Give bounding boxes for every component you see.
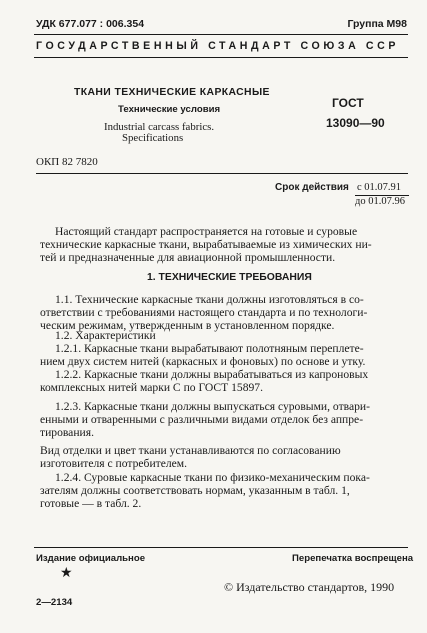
validity-to: до 01.07.96 — [355, 196, 405, 207]
clause-line: ческим режимам, утвержденным в установленном порядке. — [40, 319, 335, 333]
udk-code: УДК 677.077 : 006.354 — [36, 18, 145, 30]
clause-line: 1.2.3. Каркасные ткани должны выпускаться суровыми, отвари- — [55, 400, 370, 413]
clause-line: 1.2.1. Каркасные ткани вырабатывают полотняным переплете- — [55, 342, 364, 355]
footer-rule — [34, 547, 408, 548]
clause-line: 1.2.4. Суровые каркасные ткани по физико-механическим пока- — [55, 471, 370, 484]
intro-line: тей и предназначенные для авиационной промышленности. — [40, 251, 336, 265]
clause-1-2-2-cont — [40, 381, 396, 394]
clause-line: изготовителя с потребителем. — [40, 457, 188, 471]
validity-rule — [36, 173, 408, 174]
group-code: Группа М98 — [347, 18, 407, 30]
copyright-note: © Издательство стандартов, 1990 — [224, 580, 395, 594]
clause-line: 1.2.2. Каркасные ткани должны вырабатываться из капроновых — [55, 368, 369, 381]
subtitle-english: Specifications — [122, 132, 184, 144]
document-subtitle: Технические условия — [118, 104, 221, 115]
clause-1-1 — [55, 293, 396, 306]
print-code: 2—2134 — [36, 597, 73, 608]
clause-1-2 — [55, 329, 396, 342]
clause-line: готовые — в табл. 2. — [40, 497, 142, 511]
clause-line: Вид отделки и цвет ткани устанавливаются по согласованию — [40, 444, 341, 457]
title-english: Industrial carcass fabrics. — [104, 121, 215, 133]
gost-label: ГОСТ — [332, 96, 364, 110]
clause-line: енными и отваренными с различными видами отделок без аппре- — [40, 413, 364, 426]
clause-1-2-3-cont — [40, 413, 396, 440]
finish-paragraph — [40, 444, 396, 471]
clause-line: комплексных нитей марки С по ГОСТ 15897. — [40, 381, 263, 394]
intro-paragraph — [55, 225, 396, 238]
intro-line: Настоящий стандарт распространяется на готовые и суровые — [55, 225, 358, 238]
clause-1-2-2 — [55, 368, 396, 381]
clause-line: ответствии с требованиями настоящего стандарта и по технологи- — [40, 306, 368, 319]
okp-code: ОКП 82 7820 — [36, 156, 98, 168]
gost-number: 13090—90 — [326, 116, 385, 130]
header-rule-2 — [34, 57, 408, 58]
validity-label: Срок действия — [275, 182, 349, 193]
header-rule — [34, 34, 408, 35]
reprint-note: Перепечатка воспрещена — [292, 553, 414, 564]
clause-1-2-4 — [55, 471, 396, 484]
clause-1-2-4-cont — [40, 484, 396, 511]
clause-1-2-3 — [55, 400, 396, 413]
clause-line: 1.1. Технические каркасные ткани должны изготовляться в со- — [55, 293, 364, 306]
intro-paragraph-cont — [40, 238, 396, 265]
section-title: 1. ТЕХНИЧЕСКИЕ ТРЕБОВАНИЯ — [147, 272, 312, 283]
clause-1-2-1 — [55, 342, 396, 355]
intro-line: технические каркасные ткани, вырабатываемые из химических ни- — [40, 238, 372, 251]
clause-1-2-1-cont — [40, 355, 396, 368]
validity-from: с 01.07.91 — [357, 182, 402, 193]
edition-note: Издание официальное — [36, 553, 146, 564]
standard-org: ГОСУДАРСТВЕННЫЙ СТАНДАРТ СОЮЗА ССР — [36, 40, 400, 52]
document-title: ТКАНИ ТЕХНИЧЕСКИЕ КАРКАСНЫЕ — [74, 87, 270, 98]
clause-line: нием двух систем нитей (каркасных и фоновых) по основе и утку. — [40, 355, 366, 368]
clause-line: тирования. — [40, 426, 94, 440]
clause-line: зателям должны соответствовать нормам, указанным в табл. 1, — [40, 484, 350, 497]
clause-line: 1.2. Характеристики — [55, 329, 156, 342]
star-icon: ★ — [60, 566, 73, 581]
